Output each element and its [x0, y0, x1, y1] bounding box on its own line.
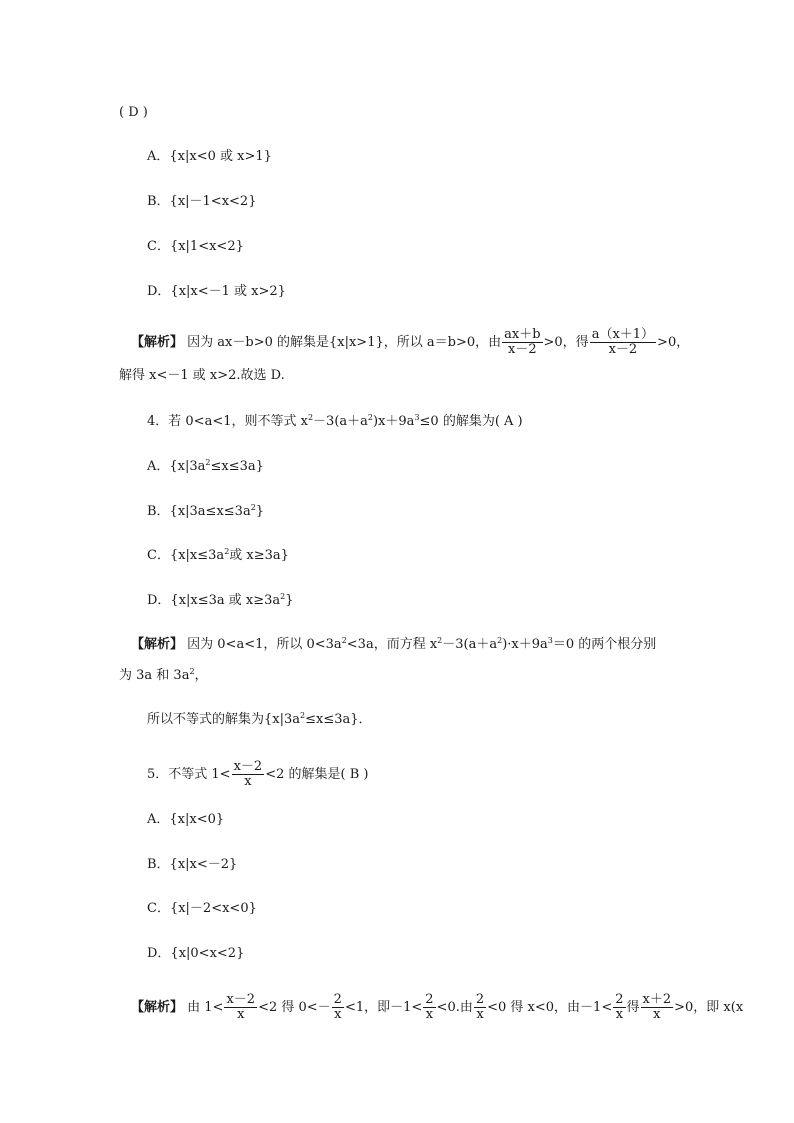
q4-analysis-line2: 为 3a 和 $3a^2$，	[119, 667, 208, 683]
q5-option-c: C．{x|－2<x<0}	[147, 901, 257, 916]
fraction: $\frac{x+2}{x}$	[642, 992, 672, 1022]
q5-stem: 5．不等式 1< $\frac{x-2}{x}$ <2 的解集是( B )	[147, 759, 369, 789]
fraction: $\frac{2}{x}$	[475, 992, 485, 1022]
q3-option-b: B．{x|－1<x<2}	[147, 194, 257, 209]
q5-option-b: B．{x|x<－2}	[147, 857, 238, 872]
q4-option-d: D．{x|x≤3a 或 $x\ge 3a^2$}	[147, 592, 294, 608]
q3-answer-line: ( D )	[119, 105, 148, 120]
fraction: $\frac{ax+b}{x-2}$	[504, 327, 541, 357]
q3-option-c: C．{x|1<x<2}	[147, 239, 244, 254]
fraction: $\frac{a(x+1)}{x-2}$	[591, 327, 655, 357]
fraction: $\frac{x-2}{x}$	[233, 759, 263, 789]
q3-option-a: A．{x|x<0 或 x>1}	[147, 149, 272, 164]
q4-analysis-line3: 所以不等式的解集为$\{x|3a^2\le x\le 3a\}$．	[147, 711, 372, 727]
q4-option-b: B．$\{x|3a\le x\le 3a^2\}$	[147, 503, 265, 519]
analysis-tag: 【解析】	[131, 1000, 184, 1015]
q4-option-a: A．$\{x|3a^2\le x\le 3a\}$	[147, 458, 264, 474]
q4-analysis: 【解析】 因为 0<a<1，所以 $0<3a^2<3a$，而方程 $x^2-3(a+a^2)\cdot x+9a^3=0$ 的两个根分别	[131, 636, 657, 652]
fraction: $\frac{2}{x}$	[333, 992, 342, 1022]
q3-analysis: 【解析】 因为 ax－b>0 的解集是{x|x>1}，所以 a＝b>0，由 $\frac{ax+b}{x-2}$ >0，得 $\frac{a(x+1)}{x-2}$ >0，	[131, 327, 690, 357]
fraction: $\frac{x-2}{x}$	[226, 992, 256, 1022]
q5-analysis: 【解析】 由 1< $\frac{x-2}{x}$ <2 得 0<－ $\frac{2}{x}$ <1，即－1< $\frac{2}{x}$ <0.由 $\frac{2}{x}$ <0 得 x<0，由－1< $\frac{2}{x}$ 得 $\frac{x+2}{x}$ >0，即 x(x	[131, 992, 744, 1022]
q3-option-d: D．{x|x<－1 或 x>2}	[147, 284, 286, 299]
q5-option-a: A．{x|x<0}	[147, 812, 225, 827]
q4-stem: 4．若 0<a<1，则不等式 $x^2-3(a+a^2)x+9a^3\le 0$ 的解集为( A )	[147, 413, 523, 429]
fraction: $\frac{2}{x}$	[425, 992, 434, 1022]
analysis-tag: 【解析】	[131, 637, 184, 652]
fraction: $\frac{2}{x}$	[615, 992, 624, 1022]
q4-option-c: C．{$x|x\le 3a^2$或 x≥3a}	[147, 547, 289, 563]
q5-option-d: D．{x|0<x<2}	[147, 946, 245, 961]
analysis-text: 因为 ax－b>0 的解集是{x|x>1}，所以 a＝b>0，由	[187, 335, 502, 350]
analysis-tag: 【解析】	[131, 335, 184, 350]
q3-analysis-line2: 解得 x<－1 或 x>2.故选 D.	[119, 368, 285, 383]
